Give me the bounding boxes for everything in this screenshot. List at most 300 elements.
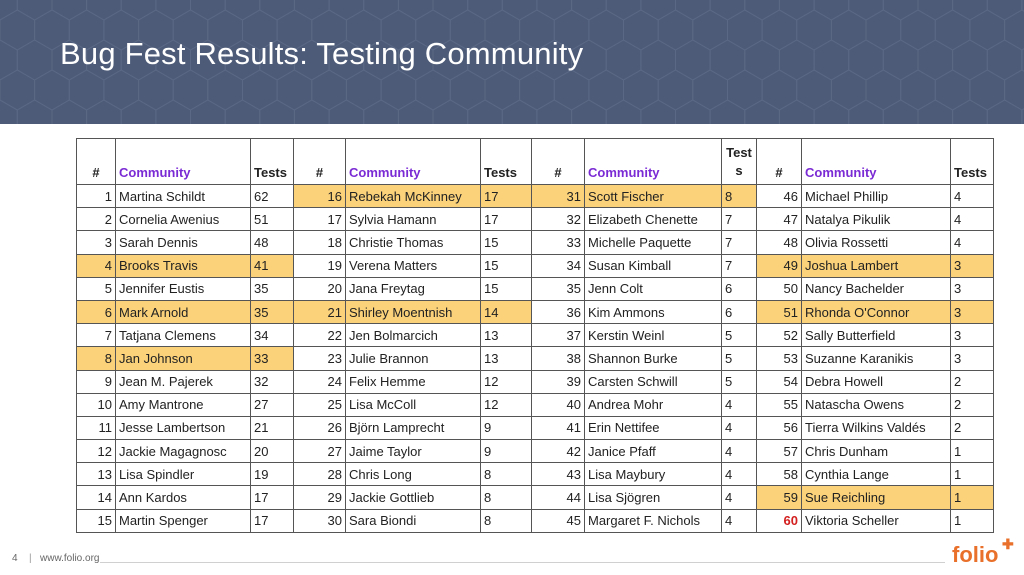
tests-count-cell: 51	[251, 208, 294, 231]
table-row	[77, 231, 994, 254]
hexagon-shape	[953, 40, 988, 80]
rank-cell: 8	[77, 347, 116, 370]
table-row	[77, 416, 994, 439]
hexagon-shape	[1005, 70, 1024, 110]
tests-count-cell: 13	[481, 324, 532, 347]
hexagon-shape	[624, 10, 659, 50]
community-name-cell: Erin Nettifee	[585, 416, 722, 439]
tests-count-cell: 3	[951, 277, 994, 300]
tests-count-cell: 35	[251, 300, 294, 323]
hexagon-shape	[849, 100, 884, 124]
tests-count-cell: 48	[251, 231, 294, 254]
rank-cell: 35	[532, 277, 585, 300]
tests-count-cell: 15	[481, 231, 532, 254]
tests-count-cell: 1	[951, 486, 994, 509]
hexagon-shape	[17, 100, 52, 124]
table-row	[77, 509, 994, 532]
tests-count-cell: 5	[722, 324, 757, 347]
footer-divider	[100, 562, 945, 563]
table-row	[77, 254, 994, 277]
folio-logo	[952, 536, 1014, 568]
tests-count-cell: 15	[481, 254, 532, 277]
hexagon-shape	[779, 40, 814, 80]
results-table	[76, 138, 994, 533]
community-name-cell: Shannon Burke	[585, 347, 722, 370]
hexagon-shape	[225, 0, 260, 20]
community-name-cell: Lisa Spindler	[116, 463, 251, 486]
community-name-cell: Joshua Lambert	[802, 254, 951, 277]
rank-cell: 14	[77, 486, 116, 509]
hexagon-shape	[918, 100, 953, 124]
community-name-cell: Viktoria Scheller	[802, 509, 951, 532]
rank-cell: 52	[757, 324, 802, 347]
rank-cell: 20	[294, 277, 346, 300]
rank-cell: 41	[532, 416, 585, 439]
hexagon-shape	[554, 70, 589, 110]
tests-count-cell: 3	[951, 324, 994, 347]
community-name-cell: Cynthia Lange	[802, 463, 951, 486]
community-name-cell: Debra Howell	[802, 370, 951, 393]
rank-cell: 13	[77, 463, 116, 486]
rank-cell: 9	[77, 370, 116, 393]
rank-cell: 53	[757, 347, 802, 370]
hexagon-shape	[641, 0, 676, 20]
rank-cell: 34	[532, 254, 585, 277]
hexagon-shape	[935, 70, 970, 110]
tests-count-cell: 6	[722, 300, 757, 323]
header-num: #	[294, 139, 346, 185]
hexagon-shape	[866, 10, 901, 50]
header-tests: Tests	[251, 139, 294, 185]
rank-cell: 12	[77, 440, 116, 463]
community-name-cell: Mark Arnold	[116, 300, 251, 323]
hexagon-shape	[606, 100, 641, 124]
hexagon-shape	[277, 70, 312, 110]
rank-cell: 46	[757, 185, 802, 208]
rank-cell: 36	[532, 300, 585, 323]
tests-count-cell: 7	[722, 231, 757, 254]
hexagon-shape	[156, 0, 191, 20]
hexagon-shape	[918, 0, 953, 20]
rank-cell: 50	[757, 277, 802, 300]
rank-cell: 43	[532, 463, 585, 486]
rank-cell: 19	[294, 254, 346, 277]
community-name-cell: Janice Pfaff	[585, 440, 722, 463]
rank-cell: 24	[294, 370, 346, 393]
rank-cell: 4	[77, 254, 116, 277]
hexagon-shape	[398, 100, 433, 124]
community-name-cell: Sue Reichling	[802, 486, 951, 509]
tests-count-cell: 3	[951, 300, 994, 323]
community-name-cell: Cornelia Awenius	[116, 208, 251, 231]
plus-icon: ✚	[1002, 536, 1014, 552]
community-name-cell: Brooks Travis	[116, 254, 251, 277]
hexagon-shape	[883, 0, 918, 20]
tests-count-cell: 9	[481, 440, 532, 463]
rank-cell: 56	[757, 416, 802, 439]
community-name-cell: Kim Ammons	[585, 300, 722, 323]
hexagon-shape	[606, 40, 641, 80]
rank-cell: 29	[294, 486, 346, 509]
community-name-cell: Jean M. Pajerek	[116, 370, 251, 393]
hexagon-shape	[866, 70, 901, 110]
tests-count-cell: 19	[251, 463, 294, 486]
community-name-cell: Lisa McColl	[346, 393, 481, 416]
hexagon-shape	[0, 10, 35, 50]
header-tests-line1: Test	[726, 145, 752, 160]
header-tests	[722, 139, 757, 185]
rank-cell: 7	[77, 324, 116, 347]
tests-count-cell: 2	[951, 370, 994, 393]
tests-count-cell: 21	[251, 416, 294, 439]
community-name-cell: Christie Thomas	[346, 231, 481, 254]
rank-cell: 44	[532, 486, 585, 509]
rank-cell: 3	[77, 231, 116, 254]
hexagon-shape	[883, 100, 918, 124]
community-name-cell: Jackie Magagnosc	[116, 440, 251, 463]
hexagon-shape	[416, 70, 451, 110]
hexagon-shape	[0, 40, 17, 80]
hexagon-shape	[901, 10, 936, 50]
hexagon-shape	[676, 0, 711, 20]
community-name-cell: Verena Matters	[346, 254, 481, 277]
table-row	[77, 208, 994, 231]
hexagon-shape	[17, 0, 52, 20]
table-row	[77, 277, 994, 300]
hexagon-shape	[745, 0, 780, 20]
hexagon-shape	[468, 0, 503, 20]
rank-cell: 28	[294, 463, 346, 486]
hexagon-shape	[953, 0, 988, 20]
hexagon-shape	[17, 40, 52, 80]
community-name-cell: Jan Johnson	[116, 347, 251, 370]
tests-count-cell: 14	[481, 300, 532, 323]
tests-count-cell: 17	[481, 185, 532, 208]
community-name-cell: Natascha Owens	[802, 393, 951, 416]
community-name-cell: Andrea Mohr	[585, 393, 722, 416]
community-name-cell: Carsten Schwill	[585, 370, 722, 393]
rank-cell: 26	[294, 416, 346, 439]
community-name-cell: Sally Butterfield	[802, 324, 951, 347]
hexagon-shape	[745, 100, 780, 124]
table-row	[77, 486, 994, 509]
rank-cell: 48	[757, 231, 802, 254]
tests-count-cell: 6	[722, 277, 757, 300]
community-name-cell: Jennifer Eustis	[116, 277, 251, 300]
tests-count-cell: 4	[722, 486, 757, 509]
tests-count-cell: 4	[722, 440, 757, 463]
rank-cell: 59	[757, 486, 802, 509]
rank-cell: 54	[757, 370, 802, 393]
footer-url: www.folio.org	[40, 553, 100, 564]
tests-count-cell: 4	[951, 208, 994, 231]
hexagon-shape	[191, 100, 226, 124]
rank-cell: 15	[77, 509, 116, 532]
header-community: Community	[116, 139, 251, 185]
tests-count-cell: 33	[251, 347, 294, 370]
rank-cell: 27	[294, 440, 346, 463]
community-name-cell: Susan Kimball	[585, 254, 722, 277]
hexagon-shape	[104, 70, 139, 110]
tests-count-cell: 15	[481, 277, 532, 300]
hexagon-shape	[728, 10, 763, 50]
hexagon-shape	[710, 0, 745, 20]
tests-count-cell: 5	[722, 347, 757, 370]
hexagon-shape	[433, 0, 468, 20]
hexagon-shape	[935, 10, 970, 50]
header-tests-line2: s	[735, 163, 743, 178]
tests-count-cell: 4	[722, 509, 757, 532]
hexagon-shape	[797, 70, 832, 110]
rank-cell: 22	[294, 324, 346, 347]
tests-count-cell: 35	[251, 277, 294, 300]
table-row	[77, 300, 994, 323]
community-name-cell: Jana Freytag	[346, 277, 481, 300]
hexagon-shape	[779, 100, 814, 124]
hexagon-shape	[0, 70, 35, 110]
table-row	[77, 324, 994, 347]
tests-count-cell: 13	[481, 347, 532, 370]
hexagon-shape	[970, 10, 1005, 50]
tests-count-cell: 8	[481, 463, 532, 486]
community-name-cell: Scott Fischer	[585, 185, 722, 208]
header-num: #	[77, 139, 116, 185]
community-name-cell: Jackie Gottlieb	[346, 486, 481, 509]
logo-text: folio	[952, 542, 999, 567]
hexagon-shape	[294, 0, 329, 20]
tests-count-cell: 2	[951, 393, 994, 416]
header-row	[77, 139, 994, 185]
rank-cell: 32	[532, 208, 585, 231]
hexagon-shape	[156, 100, 191, 124]
community-name-cell: Michelle Paquette	[585, 231, 722, 254]
community-name-cell: Suzanne Karanikis	[802, 347, 951, 370]
rank-cell: 33	[532, 231, 585, 254]
community-name-cell: Lisa Maybury	[585, 463, 722, 486]
hexagon-shape	[658, 10, 693, 50]
tests-count-cell: 7	[722, 208, 757, 231]
table-row	[77, 347, 994, 370]
hexagon-shape	[953, 100, 988, 124]
tests-count-cell: 1	[951, 440, 994, 463]
hexagon-shape	[693, 70, 728, 110]
rank-cell: 16	[294, 185, 346, 208]
community-name-cell: Felix Hemme	[346, 370, 481, 393]
rank-cell: 5	[77, 277, 116, 300]
community-name-cell: Olivia Rossetti	[802, 231, 951, 254]
table-row	[77, 463, 994, 486]
hexagon-shape	[710, 100, 745, 124]
slide-title: Bug Fest Results: Testing Community	[60, 36, 584, 71]
community-name-cell: Martin Spenger	[116, 509, 251, 532]
rank-cell: 47	[757, 208, 802, 231]
hexagon-shape	[52, 100, 87, 124]
hexagon-shape	[572, 0, 607, 20]
community-name-cell: Natalya Pikulik	[802, 208, 951, 231]
hexagon-shape	[589, 70, 624, 110]
tests-count-cell: 12	[481, 393, 532, 416]
tests-count-cell: 4	[722, 393, 757, 416]
community-name-cell: Lisa Sjögren	[585, 486, 722, 509]
hexagon-shape	[606, 0, 641, 20]
community-name-cell: Sarah Dennis	[116, 231, 251, 254]
hexagon-shape	[901, 70, 936, 110]
header-tests: Tests	[481, 139, 532, 185]
hexagon-shape	[0, 0, 17, 20]
hexagon-shape	[710, 40, 745, 80]
header-community: Community	[585, 139, 722, 185]
community-name-cell: Shirley Moentnish	[346, 300, 481, 323]
hexagon-shape	[762, 10, 797, 50]
hexagon-shape	[87, 100, 122, 124]
community-name-cell: Amy Mantrone	[116, 393, 251, 416]
community-name-cell: Rhonda O'Connor	[802, 300, 951, 323]
tests-count-cell: 32	[251, 370, 294, 393]
hexagon-shape	[987, 40, 1022, 80]
rank-cell: 11	[77, 416, 116, 439]
hexagon-shape	[433, 100, 468, 124]
header-community: Community	[802, 139, 951, 185]
community-name-cell: Jaime Taylor	[346, 440, 481, 463]
hexagon-shape	[762, 70, 797, 110]
hexagon-shape	[468, 100, 503, 124]
header-num: #	[757, 139, 802, 185]
community-name-cell: Kerstin Weinl	[585, 324, 722, 347]
tests-count-cell: 1	[951, 463, 994, 486]
community-name-cell: Jenn Colt	[585, 277, 722, 300]
tests-count-cell: 2	[951, 416, 994, 439]
header-community: Community	[346, 139, 481, 185]
tests-count-cell: 12	[481, 370, 532, 393]
hexagon-shape	[502, 100, 537, 124]
table-row	[77, 440, 994, 463]
tests-count-cell: 1	[951, 509, 994, 532]
rank-cell: 30	[294, 509, 346, 532]
hexagon-shape	[260, 0, 295, 20]
tests-count-cell: 41	[251, 254, 294, 277]
header-tests: Tests	[951, 139, 994, 185]
tests-count-cell: 5	[722, 370, 757, 393]
hexagon-shape	[693, 10, 728, 50]
hexagon-shape	[1005, 10, 1024, 50]
rank-cell: 1	[77, 185, 116, 208]
hexagon-shape	[243, 70, 278, 110]
rank-cell: 38	[532, 347, 585, 370]
hexagon-shape	[52, 0, 87, 20]
hexagon-shape	[831, 10, 866, 50]
hexagon-shape	[364, 0, 399, 20]
hexagon-shape	[225, 100, 260, 124]
hexagon-shape	[191, 0, 226, 20]
footer-separator: |	[29, 553, 32, 564]
title-banner	[0, 0, 1024, 124]
community-name-cell: Martina Schildt	[116, 185, 251, 208]
rank-cell: 2	[77, 208, 116, 231]
hexagon-shape	[35, 70, 70, 110]
rank-cell: 18	[294, 231, 346, 254]
tests-count-cell: 34	[251, 324, 294, 347]
community-name-cell: Jesse Lambertson	[116, 416, 251, 439]
hexagon-shape	[0, 100, 17, 124]
community-name-cell: Rebekah McKinney	[346, 185, 481, 208]
hexagon-shape	[658, 70, 693, 110]
rank-cell: 51	[757, 300, 802, 323]
rank-cell: 42	[532, 440, 585, 463]
tests-count-cell: 7	[722, 254, 757, 277]
tests-count-cell: 8	[722, 185, 757, 208]
hexagon-shape	[676, 40, 711, 80]
community-name-cell: Björn Lamprecht	[346, 416, 481, 439]
tests-count-cell: 17	[251, 486, 294, 509]
table-row	[77, 185, 994, 208]
hexagon-shape	[260, 100, 295, 124]
hexagon-shape	[329, 0, 364, 20]
hexagon-shape	[121, 100, 156, 124]
hexagon-shape	[121, 0, 156, 20]
hexagon-shape	[329, 100, 364, 124]
hexagon-shape	[69, 70, 104, 110]
hexagon-shape	[589, 10, 624, 50]
tests-count-cell: 3	[951, 254, 994, 277]
rank-cell: 49	[757, 254, 802, 277]
rank-cell: 57	[757, 440, 802, 463]
hexagon-shape	[797, 10, 832, 50]
tests-count-cell: 17	[251, 509, 294, 532]
header-num: #	[532, 139, 585, 185]
hexagon-shape	[346, 70, 381, 110]
hexagon-shape	[537, 0, 572, 20]
hexagon-shape	[502, 0, 537, 20]
rank-cell: 45	[532, 509, 585, 532]
hexagon-shape	[883, 40, 918, 80]
tests-count-cell: 4	[951, 231, 994, 254]
hexagon-shape	[728, 70, 763, 110]
rank-cell: 23	[294, 347, 346, 370]
rank-cell: 40	[532, 393, 585, 416]
hexagon-shape	[831, 70, 866, 110]
rank-cell: 37	[532, 324, 585, 347]
hexagon-shape	[641, 40, 676, 80]
hexagon-shape	[520, 70, 555, 110]
tests-count-cell: 4	[722, 463, 757, 486]
tests-count-cell: 8	[481, 509, 532, 532]
tests-count-cell: 17	[481, 208, 532, 231]
community-name-cell: Sylvia Hamann	[346, 208, 481, 231]
hexagon-shape	[745, 40, 780, 80]
community-name-cell: Ann Kardos	[116, 486, 251, 509]
hexagon-shape	[624, 70, 659, 110]
hexagon-shape	[849, 40, 884, 80]
rank-cell: 10	[77, 393, 116, 416]
community-name-cell: Margaret F. Nichols	[585, 509, 722, 532]
tests-count-cell: 4	[722, 416, 757, 439]
hexagon-shape	[294, 100, 329, 124]
hexagon-shape	[970, 70, 1005, 110]
tests-count-cell: 62	[251, 185, 294, 208]
community-name-cell: Sara Biondi	[346, 509, 481, 532]
table-row	[77, 393, 994, 416]
hexagon-shape	[641, 100, 676, 124]
tests-count-cell: 20	[251, 440, 294, 463]
hexagon-shape	[173, 70, 208, 110]
hexagon-shape	[676, 100, 711, 124]
rank-cell: 31	[532, 185, 585, 208]
hexagon-shape	[381, 70, 416, 110]
rank-cell: 25	[294, 393, 346, 416]
tests-count-cell: 9	[481, 416, 532, 439]
page-number: 4	[12, 553, 18, 564]
rank-cell: 58	[757, 463, 802, 486]
